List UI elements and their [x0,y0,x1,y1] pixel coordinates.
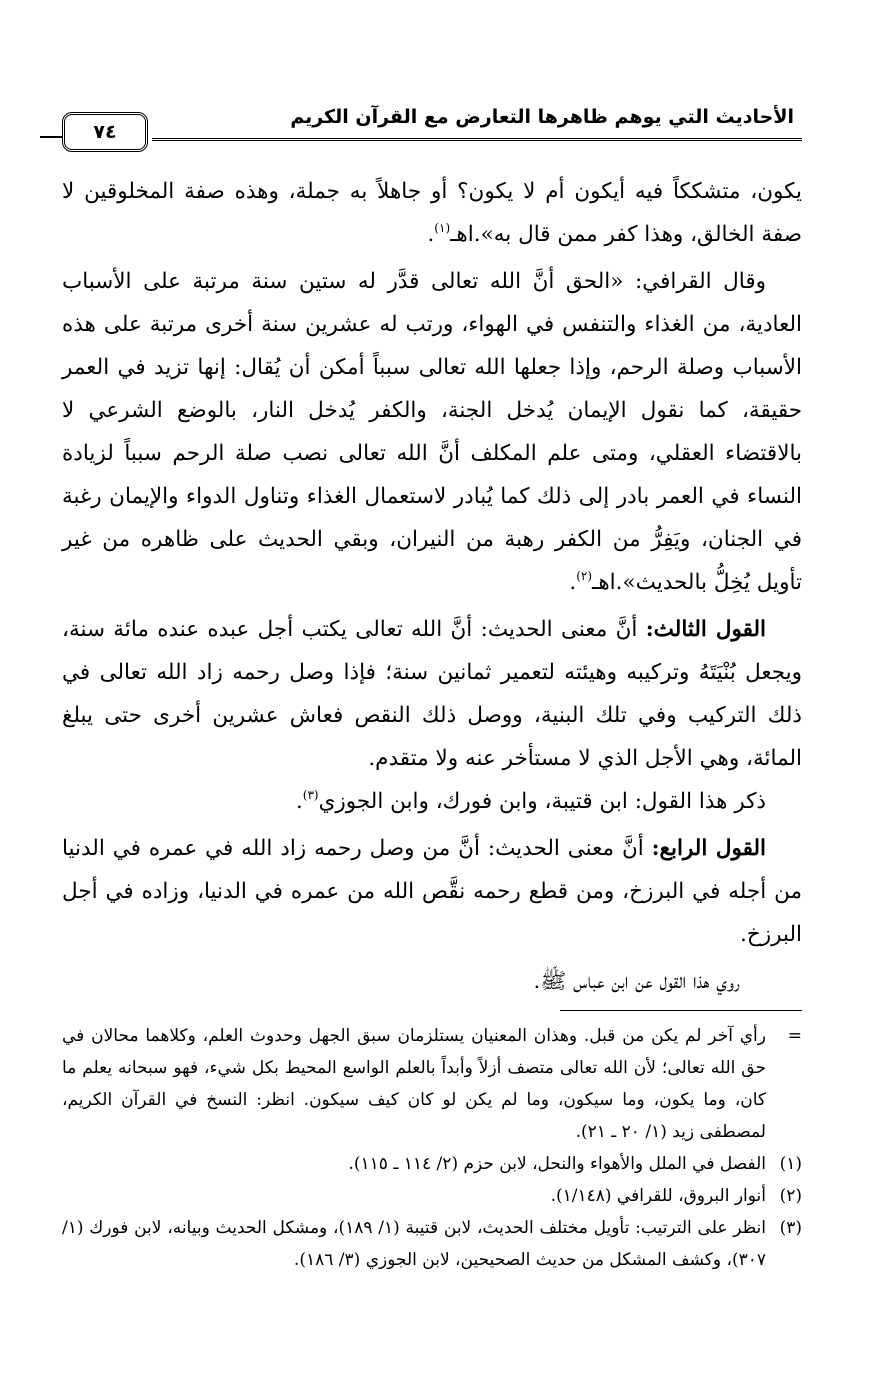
page-header [40,98,802,158]
paragraph-5-text: أنَّ معنى الحديث: أنَّ من وصل رحمه زاد الله في عمره في الدنيا من أجله في البرزخ، ومن قطع رحمه نقَّص الله من عمره في الدنيا، وزاده في أجل البرزخ. [62,836,802,947]
third-opinion-heading: القول الثالث: [645,617,766,642]
paragraph-3 [62,608,802,780]
footnote-2 [62,1180,802,1212]
footnote-text: انظر على الترتيب: تأويل مختلف الحديث، لابن قتيبة (١/ ١٨٩)، ومشكل الحديث وبيانه، لابن فورك (١/ ٣٠٧)، وكشف المشكل من حديث الصحيحين، لابن الجوزي (٣/ ١٨٦). [62,1218,766,1270]
paragraph-1-end: . [427,222,435,247]
footnote-continued [62,1020,802,1148]
footnote-mark: (٣) [779,1218,802,1238]
paragraph-2 [62,260,802,604]
footnote-mark: = [787,1026,802,1046]
paragraph-4-end: . [295,789,303,814]
header-rule [152,138,802,141]
footnote-mark: (٢) [779,1186,802,1206]
footnote-separator [560,1010,802,1011]
footnote-ref-1[interactable]: (١) [434,221,451,235]
footnote-ref-3[interactable]: (٣) [302,788,319,802]
footnote-text: الفصل في الملل والأهواء والنحل، لابن حزم (٢/ ١١٤ ـ ١١٥). [348,1154,766,1174]
paragraph-4 [62,780,802,823]
running-title: الأحاديث التي يوهم ظاهرها التعارض مع القرآن الكريم [290,106,794,128]
paragraph-6 [62,960,802,1003]
paragraph-2-text: وقال القرافي: «الحق أنَّ الله تعالى قدَّر له ستين سنة مرتبة على الأسباب العادية، من الغذاء والتنفس في الهواء، ورتب له عشرين سنة أخرى مرتبة على هذه الأسباب وصلة الرحم، وإذا جعلها الله تعالى سبباً أمكن أن يُقال: إنها تزيد في العمر حقيقة، كما نقول الإيمان يُدخل الجنة، والكفر يُدخل النار، بالوضع الشرعي لا بالاقتضاء العقلي، ومتى علم المكلف أنَّ الله تعالى نصب صلة الرحم سبباً لزيادة النساء في العمر بادر إلى ذلك كما يُبادر لاستعمال الغذاء وتناول الدواء والإيمان رغبة في الجنان، ويَفِرُّ من الكفر رهبة من النيران، وبقي الحديث على ظاهره من غير تأويل يُخِلُّ بالحديث».اهـ [62,269,802,595]
main-text [62,170,802,1003]
footnote-text: أنوار البروق، للقرافي (١/١٤٨). [550,1186,766,1206]
paragraph-3-text: أنَّ معنى الحديث: أنَّ الله تعالى يكتب أجل عبده عنده مائة سنة، ويجعل بُنْيَتَهُ وتركيبه وهيئته لتعمير ثمانين سنة؛ فإذا وصل رحمه زاد الله تعالى في ذلك التركيب وفي تلك البنية، ووصل ذلك النقص فعاش عشرين أخرى حتى يبلغ المائة، وهي الأجل الذي لا مستأخر عنه ولا متقدم. [62,617,802,771]
header-rule-stub [40,136,62,138]
footnote-mark: (١) [779,1154,802,1174]
page-number-box [62,112,148,152]
paragraph-5 [62,827,802,956]
page-number: ٧٤ [93,121,117,143]
footnote-3 [62,1212,802,1276]
paragraph-1-text: يكون، متشككاً فيه أيكون أم لا يكون؟ أو جاهلاً به جملة، وهذه صفة المخلوقين لا صفة الخالق، وهذا كفر ممن قال به».اهـ [62,179,802,247]
paragraph-2-end: . [569,570,577,595]
footnote-1 [62,1148,802,1180]
footnote-text: رأي آخر لم يكن من قبل. وهذان المعنيان يستلزمان سبق الجهل وحدوث العلم، وكلاهما محالان في حق الله تعالى؛ لأن الله تعالى متصف أزلاً وأبداً بالعلم الواسع المحيط بكل شيء، فهو سبحانه يعلم ما كان، وما يكون، وما سيكون، وما لم يكن لو كان كيف سيكون. انظر: النسخ في القرآن الكريم، لمصطفى زيد (١/ ٢٠ ـ ٢١). [62,1026,766,1142]
footnote-ref-2[interactable]: (٢) [576,569,593,583]
paragraph-6-text: روي هذا القول عن ابن عباس ﷺ. [533,969,740,994]
paragraph-1 [62,170,802,256]
paragraph-4-text: ذكر هذا القول: ابن قتيبة، وابن فورك، وابن الجوزي [318,789,766,814]
footnotes [62,1020,802,1276]
fourth-opinion-heading: القول الرابع: [651,836,766,861]
